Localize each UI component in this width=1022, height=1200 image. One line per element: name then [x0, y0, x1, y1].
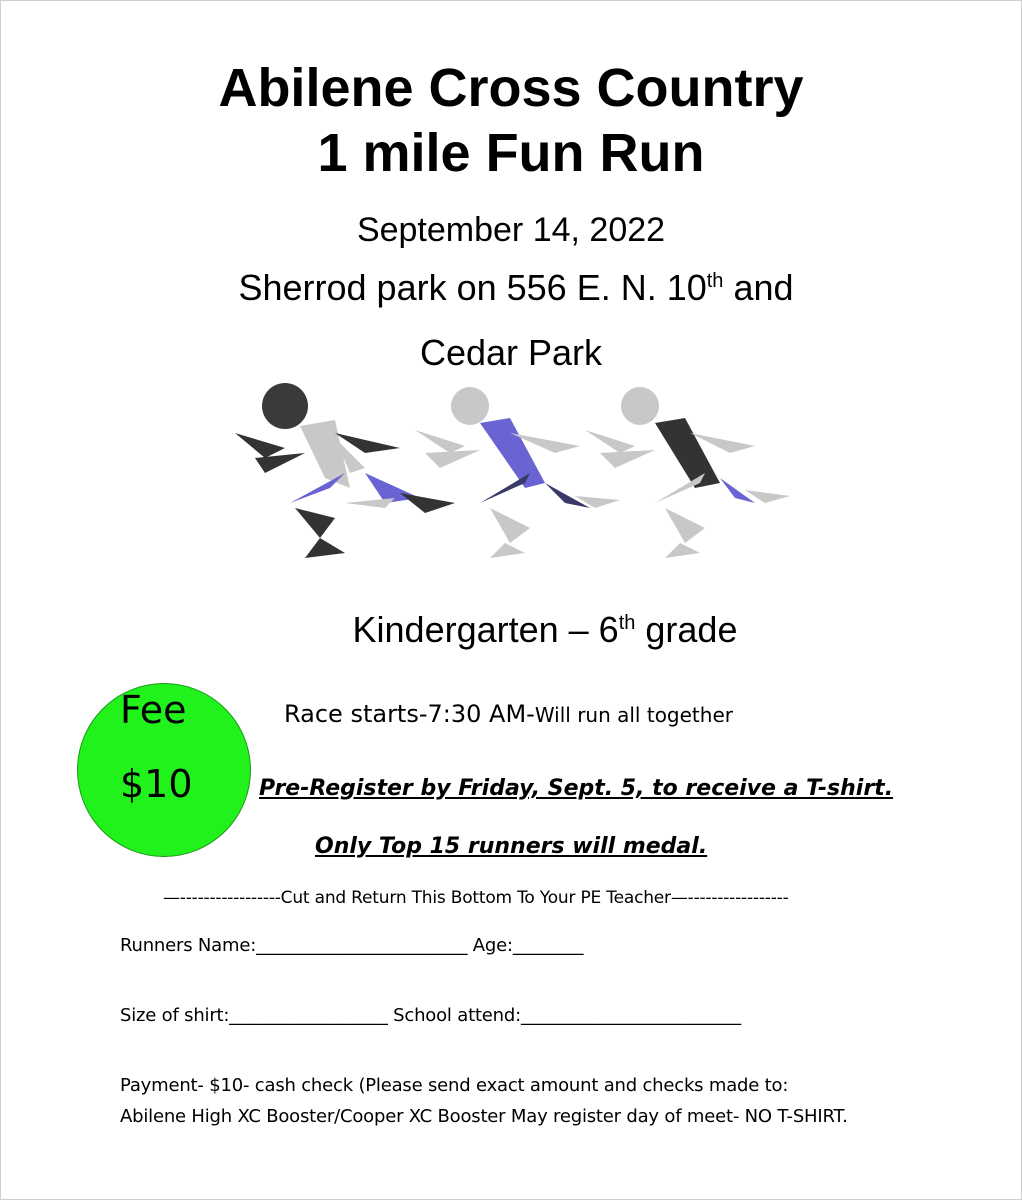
payment-line-2: Abilene High XC Booster/Cooper XC Booster May register day of meet- NO T-SHIRT.: [120, 1106, 848, 1127]
medal-notice: Only Top 15 runners will medal.: [315, 834, 708, 859]
grades-text: Kindergarten – 6: [352, 609, 619, 650]
grades-suffix: grade: [635, 609, 738, 650]
runner-2-figure: [415, 387, 620, 558]
flyer-title-line2: 1 mile Fun Run: [317, 123, 705, 183]
location-suffix: and: [723, 267, 794, 308]
fee-amount: $10: [120, 762, 193, 806]
runner-3-figure: [585, 387, 790, 558]
shirt-school-field: Size of shirt:__________________ School attend:_________________________: [120, 1005, 741, 1026]
location-text: Sherrod park on 556 E. N. 10: [238, 267, 707, 308]
fee-label: Fee: [120, 688, 187, 732]
preregister-notice: Pre-Register by Friday, Sept. 5, to receive a T-shirt.: [259, 776, 894, 801]
flyer-title-line1: Abilene Cross Country: [218, 58, 804, 118]
runner-1-figure: [235, 383, 455, 558]
event-location-line2: Cedar Park: [419, 332, 603, 373]
grade-range: [0, 610, 1022, 650]
runners-illustration: [225, 378, 795, 568]
race-start-main: Race starts-7:30 AM-: [284, 700, 535, 728]
event-location-line1: [0, 268, 1022, 308]
race-start-note: Will run all together: [534, 703, 733, 727]
race-start-info: [284, 700, 733, 728]
payment-line-1: Payment- $10- cash check (Please send exact amount and checks made to:: [120, 1075, 789, 1096]
cut-line: —-----------------Cut and Return This Bottom To Your PE Teacher—-----------------: [163, 888, 789, 908]
grades-sup: th: [618, 612, 636, 634]
runner-name-field: Runners Name:________________________ Age:________: [120, 935, 584, 956]
event-date: September 14, 2022: [356, 211, 666, 249]
location-sup: th: [706, 270, 724, 292]
